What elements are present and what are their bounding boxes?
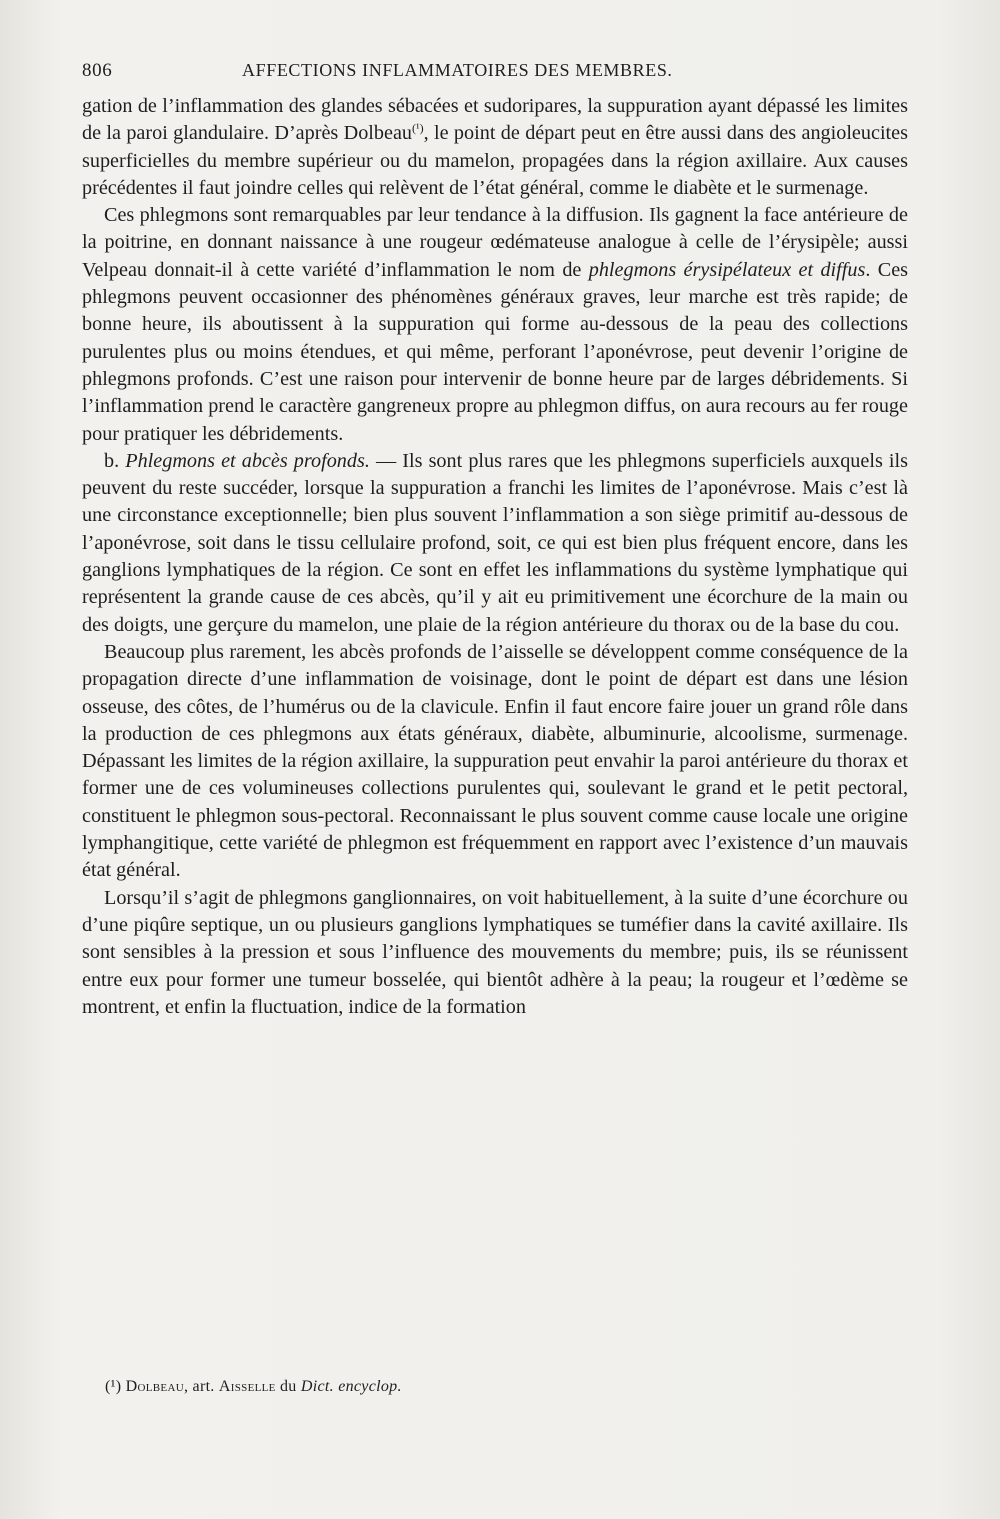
paragraph-text: . Ces phlegmons peuvent occasionner des phénomènes généraux graves, leur marche est très rapide; de bonne heure, ils aboutissent à la suppuration qui forme au-dessous de la peau des collections purulentes plus ou moins étendues, et qui même, perforant l’aponévrose, peut devenir l’origine de phlegmons profonds. C’est une raison pour intervenir de bonne heure par de larges débridements. Si l’inflammation prend le caractère gangreneux propre au phlegmon diffus, on aura recours au fer rouge pour pratiquer les débridements. (82, 258, 909, 445)
italic-text: phlegmons érysipélateux et diffus (588, 258, 866, 281)
paragraph-text: Ces phlegmons sont remarquables par leur tendance à la diffusion. Ils gagnent la face antérieure de la poitrine, en donnant naissance à une rougeur œdémateuse analogue à celle de l’érysipèle; aussi Velpeau donnait-il à cette variété d’inflammation le nom de (82, 204, 908, 281)
paragraph (82, 885, 908, 1021)
footnote-marker: (¹) (105, 1378, 122, 1395)
body-text (82, 93, 908, 1021)
paragraph-text: b. (104, 449, 126, 472)
paragraph (82, 202, 908, 448)
paragraph (82, 93, 908, 202)
page-number: 806 (82, 60, 113, 81)
paragraph-text: gation de l’inflammation des glandes sébacées et sudoripares, la suppuration ayant dépassé les limites de la paroi glandulaire. D’après Dolbeau (82, 95, 908, 145)
paragraph (82, 639, 908, 885)
paragraph (82, 448, 908, 639)
running-head: AFFECTIONS INFLAMMATOIRES DES MEMBRES. (242, 60, 673, 80)
footnote-du: du (275, 1378, 301, 1395)
paragraph-text: Beaucoup plus rarement, les abcès profonds de l’aisselle se développent comme conséquence de la propagation directe d’une inflammation de voisinage, dont le point de départ est dans une lésion osseuse, des côtes, de l’humérus ou de la clavicule. Enfin il faut encore faire jouer un grand rôle dans la production de ces phlegmons aux états généraux, diabète, albuminurie, alcoolisme, surmenage. Dépassant les limites de la région axillaire, la suppuration peut envahir la paroi antérieure du thorax et former une de ces volumineuses collections purulentes qui, soulevant le grand et le petit pectoral, constituent le phlegmon sous-pectoral. Reconnaissant le plus souvent comme cause locale une origine lymphangitique, cette variété de phlegmon est fréquemment en rapport avec l’existence d’un mauvais état général. (82, 640, 908, 882)
paragraph-text: — Ils sont plus rares que les phlegmons superficiels auxquels ils peuvent du reste succéder, lorsque la suppuration a franchi les limites de l’aponévrose. Mais c’est là une circonstance exceptionnelle; bien plus souvent l’inflammation a son siège primitif au-dessous de l’aponévrose, soit dans le tissu cellulaire profond, soit, ce qui est bien plus fréquent encore, dans les ganglions lymphatiques de la région. Ce sont en effet les inflammations du système lymphatique qui représentent la grande cause de ces abcès, qu’il y ait eu primitivement une écorchure de la main ou des doigts, une gerçure du mamelon, une plaie de la région antérieure du thorax ou de la base du cou. (82, 449, 908, 636)
footnote-author: Dolbeau (125, 1378, 184, 1395)
footnote (105, 1378, 402, 1396)
paragraph-text: Lorsqu’il s’agit de phlegmons ganglionnaires, on voit habituellement, à la suite d’une écorchure ou d’une piqûre septique, un ou plusieurs ganglions lymphatiques se tuméfier dans la cavité axillaire. Ils sont sensibles à la pression et sous l’influence des mouvements du membre; puis, ils se réunissent entre eux pour former une tumeur bosselée, qui bientôt adhère à la peau; la rougeur et l’œdème se montrent, et enfin la fluctuation, indice de la formation (82, 886, 908, 1018)
paragraph-text: , le point de départ peut en être aussi dans des angioleucites superficielles du membre supérieur ou du mamelon, propagées dans la région axillaire. Aux causes précédentes il faut joindre celles qui relèvent de l’état général, comme le diabète et le surmenage. (82, 122, 908, 199)
footnote-reference: (¹) (412, 121, 424, 136)
footnote-source: Dict. encyclop. (300, 1378, 402, 1395)
page-header (82, 60, 908, 86)
footnote-article: Aisselle (218, 1378, 276, 1395)
italic-text: Phlegmons et abcès profonds. (125, 449, 370, 472)
footnote-separator: , art. (183, 1378, 219, 1395)
